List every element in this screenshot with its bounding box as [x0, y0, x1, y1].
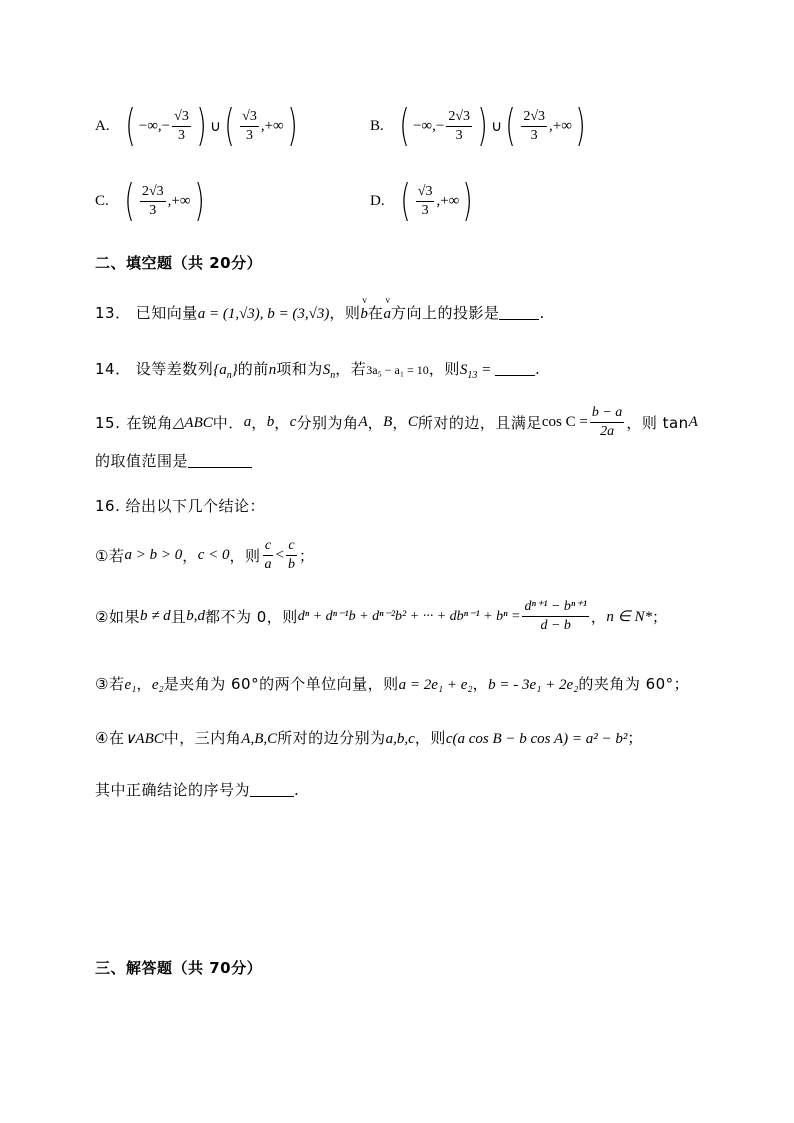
question-text: 的取值范围是: [95, 452, 189, 470]
math-expression: b: [266, 414, 275, 430]
question-15: [95, 404, 698, 441]
interval-start: −∞,−: [412, 117, 445, 134]
answer-blank: [495, 374, 535, 376]
question-15-line2: [95, 450, 252, 471]
question-text: 设等差数列: [135, 360, 214, 378]
section-2-title: 二、填空题（共 20分）: [95, 254, 263, 272]
answer-blank: [188, 466, 252, 468]
math-expression: a = (1,√3), b = (3,√3): [197, 306, 330, 322]
math-expression: a: [243, 414, 252, 430]
interval-end: ,+∞: [549, 117, 572, 134]
math-expression: b,d: [186, 608, 205, 624]
statement-text: 的夹角为 60°；: [578, 675, 690, 693]
math-expression: dⁿ + dⁿ⁻¹b + dⁿ⁻²b² + ··· + dbⁿ⁻¹ + bⁿ =: [297, 609, 521, 624]
question-text: 在: [367, 304, 384, 322]
question-text: 分别为角: [296, 414, 359, 432]
fraction: $\frac{c}{b}$: [287, 538, 295, 572]
question-text: 的前: [237, 360, 269, 378]
question-text: ，则 tan: [626, 414, 689, 432]
statement-text: ；: [627, 729, 643, 747]
question-text: 已知向量: [135, 304, 198, 322]
interval-start: −∞,−: [138, 117, 171, 134]
question-text: 给出以下几个结论：: [125, 497, 265, 515]
question-13: [95, 302, 545, 323]
question-14: [95, 358, 540, 381]
interval-end: ,+∞: [167, 192, 191, 209]
question-number: 16.: [95, 497, 121, 515]
vector-a: v a: [383, 306, 391, 323]
math-expression: 3a₅ − a₁ = 10: [366, 363, 429, 377]
question-text: 项和为: [276, 360, 323, 378]
answer-blank: [250, 795, 294, 797]
question-text: ，则: [428, 360, 460, 378]
math-expression: ∨ABC: [124, 731, 164, 747]
question-number: 15.: [95, 413, 121, 432]
option-b: [370, 100, 589, 151]
statement-4: [95, 727, 643, 748]
math-expression: $S_n$: [322, 362, 336, 381]
conclusion-line: [95, 779, 299, 800]
statement-text: ①若: [95, 547, 125, 565]
option-c: [95, 175, 208, 226]
question-text: ，: [274, 414, 290, 432]
question-number: 14．: [95, 360, 131, 378]
section-3-title: 三、解答题（共 70分）: [95, 959, 263, 977]
math-expression: a = 2e₁ + e₂: [398, 677, 473, 693]
option-d-label: D.: [370, 192, 385, 209]
math-expression: $\{a_n\}$: [213, 362, 238, 381]
fraction: $\frac{2√3}{3}$: [141, 183, 164, 218]
interval-end: ,+∞: [260, 117, 284, 134]
math-expression: b = - 3e₁ + 2e₂: [488, 677, 579, 693]
math-expression: B: [383, 414, 393, 430]
option-c-label: C.: [95, 192, 109, 209]
math-expression: A: [358, 414, 368, 430]
math-expression: c: [289, 414, 297, 430]
question-number: 13．: [95, 304, 131, 322]
statement-text: 中，三内角: [163, 729, 242, 747]
statement-text: ④在: [95, 729, 125, 747]
option-d: [370, 175, 477, 226]
statement-text: ，: [590, 608, 607, 626]
statement-text: ，: [182, 547, 198, 565]
vector-b: v b: [360, 306, 368, 323]
question-text: .: [539, 304, 545, 322]
statement-text: 其中正确结论的序号为: [95, 781, 251, 799]
right-paren: ): [193, 175, 205, 226]
option-b-label: B.: [370, 117, 384, 134]
question-text: ，: [367, 414, 384, 432]
math-expression: A,B,C: [241, 731, 278, 747]
fraction: $\frac{\text{dⁿ⁺¹ − bⁿ⁺¹}}{d - b}$: [524, 599, 587, 633]
left-paren: (: [124, 175, 135, 226]
math-expression: C: [407, 414, 418, 430]
statement-text: ，则: [229, 547, 261, 565]
fraction: $\frac{b - a}{2a}$: [591, 405, 623, 439]
statement-2: [95, 598, 668, 635]
math-expression: a,b,c: [385, 731, 415, 747]
math-expression: b ≠ d: [139, 608, 171, 624]
math-expression: n ∈ N*: [606, 609, 652, 625]
math-expression: c(a cos B − b cos A) = a² − b²: [445, 731, 628, 747]
statement-text: .: [294, 781, 300, 799]
math-expression: c < 0: [197, 547, 230, 563]
interval-end: ,+∞: [436, 192, 460, 209]
left-paren: (: [224, 100, 235, 151]
question-text: 中．: [212, 414, 244, 432]
statement-text: ，则: [414, 729, 446, 747]
math-expression: <: [275, 547, 284, 563]
statement-text: ③若: [95, 675, 125, 693]
left-paren: (: [505, 100, 516, 151]
statement-text: 都不为 0，则: [204, 608, 298, 626]
question-text: ，: [251, 414, 267, 432]
math-expression: $S_{13}$ =: [459, 362, 495, 381]
left-paren: (: [399, 100, 410, 151]
statement-3: [95, 673, 689, 694]
math-expression: △ABC: [172, 415, 213, 431]
fraction: $\frac{√3}{3}$: [417, 183, 433, 218]
fraction: $\frac{2√3}{3}$: [448, 108, 470, 143]
fraction: $\frac{c}{a}$: [264, 538, 272, 572]
math-expression: A: [688, 414, 698, 430]
statement-text: 所对的边分别为: [277, 729, 386, 747]
right-paren: ): [287, 100, 298, 151]
statement-text: 是夹角为 60°的两个单位向量，则: [163, 675, 399, 693]
math-expression: n: [268, 362, 277, 378]
fraction: $\frac{√3}{3}$: [242, 108, 257, 143]
statement-text: ②如果: [95, 608, 140, 626]
question-text: 方向上的投影是: [390, 304, 500, 322]
question-text: 所对的边，且满足: [417, 414, 542, 432]
right-paren: ): [575, 100, 586, 151]
answer-blank: [499, 318, 539, 320]
fraction: $\frac{2√3}{3}$: [523, 108, 546, 143]
question-16: [95, 495, 265, 516]
question-text: ，若: [335, 360, 367, 378]
question-text: 在锐角: [126, 414, 173, 432]
math-expression: e₁: [124, 677, 137, 693]
option-a-label: A.: [95, 117, 110, 134]
option-a: [95, 100, 301, 151]
statement-text: ，: [472, 675, 489, 693]
statement-text: 且: [170, 608, 187, 626]
statement-text: ，: [136, 675, 152, 693]
question-text: ，则: [329, 304, 361, 322]
math-expression: cos C =: [541, 414, 588, 430]
left-paren: (: [400, 175, 411, 226]
statement-text: ；: [298, 547, 315, 565]
math-expression: e₂: [151, 677, 164, 693]
question-text: ，: [392, 414, 408, 432]
right-paren: ): [462, 175, 474, 226]
math-expression: a > b > 0: [124, 547, 183, 563]
statement-1: [95, 537, 315, 574]
right-paren: ): [196, 100, 207, 151]
union-sign: ∪: [210, 118, 221, 135]
left-paren: (: [125, 100, 136, 151]
union-sign: ∪: [491, 118, 503, 135]
question-text: .: [534, 360, 541, 378]
fraction: $\frac{√3}{3}$: [174, 108, 189, 143]
right-paren: ): [477, 100, 488, 151]
statement-text: ；: [652, 608, 668, 626]
